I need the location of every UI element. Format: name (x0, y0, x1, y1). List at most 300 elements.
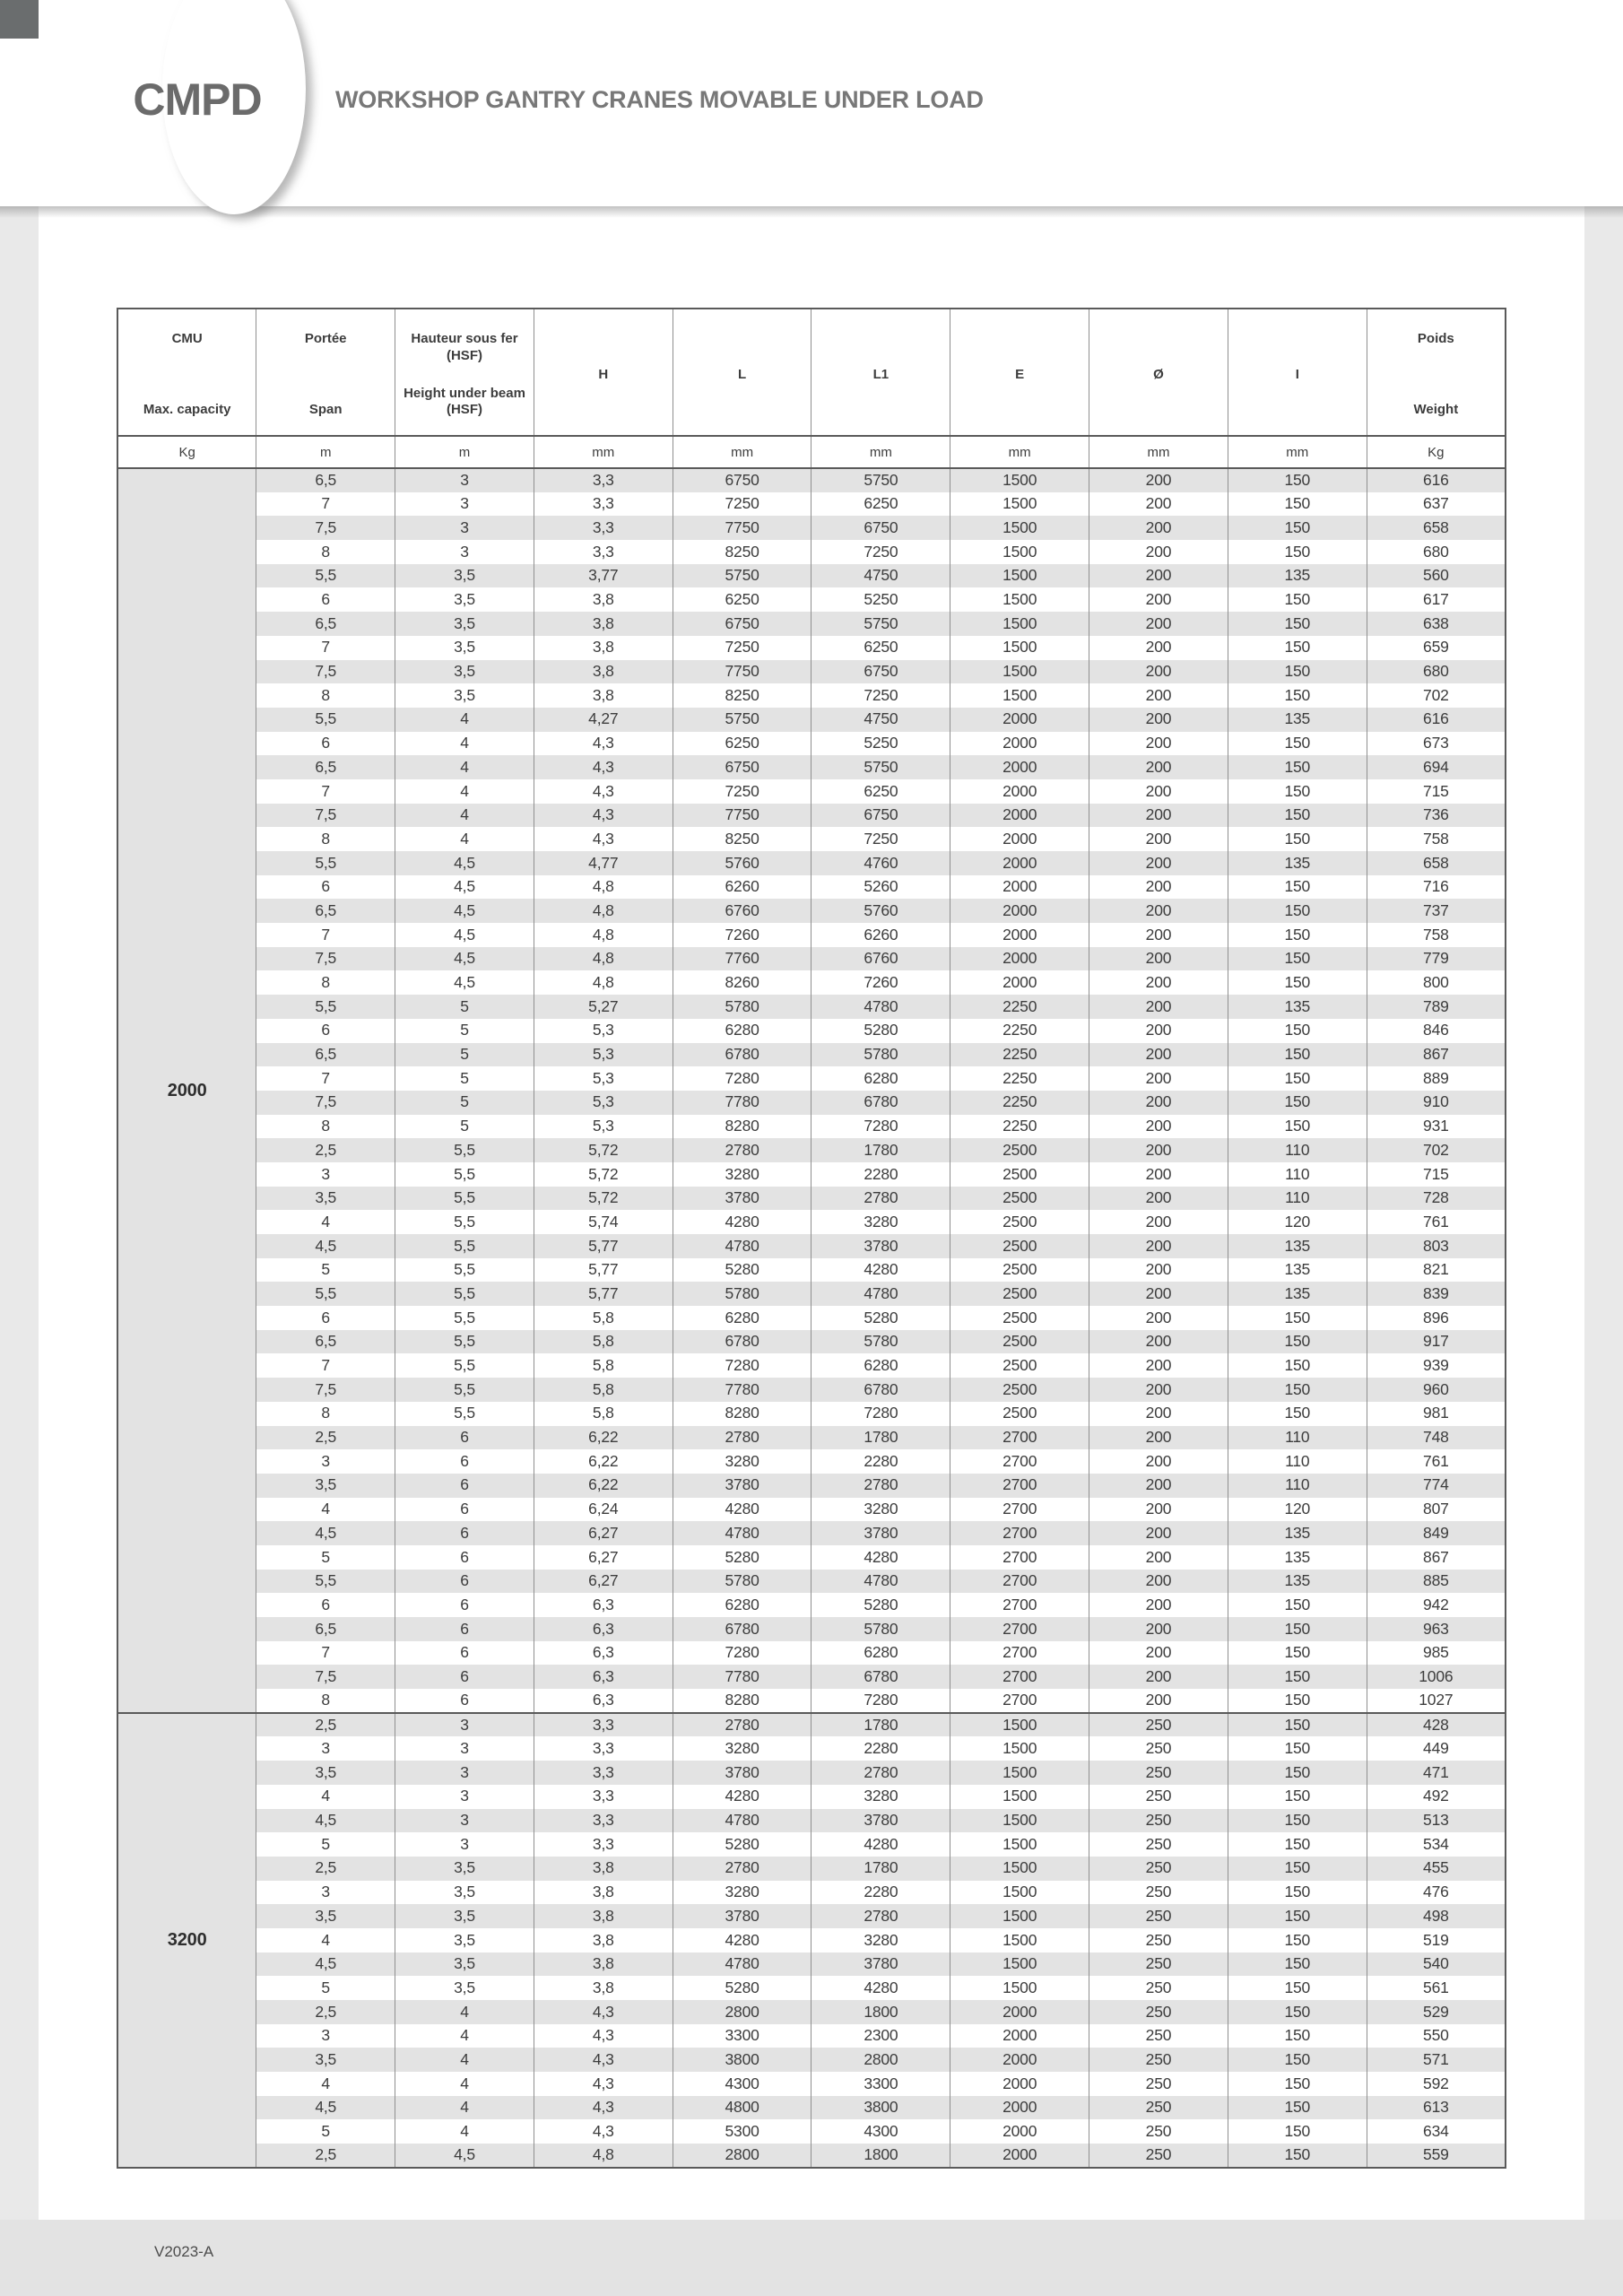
table-cell: 4 (395, 804, 534, 828)
table-cell: 4750 (812, 564, 950, 588)
table-cell: 6,24 (534, 1498, 673, 1522)
table-cell: 774 (1367, 1474, 1506, 1498)
capacity-group-label: 3200 (117, 1713, 256, 2168)
table-cell: 5,5 (256, 851, 395, 875)
table-cell: 4,5 (395, 899, 534, 923)
col-unit-span: m (256, 436, 395, 468)
table-cell: 250 (1089, 2024, 1228, 2048)
table-cell: 150 (1228, 1689, 1367, 1713)
table-cell: 931 (1367, 1115, 1506, 1139)
table-cell: 4780 (673, 1234, 812, 1258)
table-cell: 1800 (812, 2000, 950, 2024)
table-cell: 150 (1228, 468, 1367, 492)
table-row (117, 1665, 1506, 1689)
table-cell: 1500 (950, 587, 1089, 612)
table-cell: 761 (1367, 1210, 1506, 1234)
table-cell: 728 (1367, 1187, 1506, 1211)
table-cell: 2800 (812, 2048, 950, 2072)
table-cell: 200 (1089, 1162, 1228, 1187)
table-cell: 135 (1228, 708, 1367, 732)
table-cell: 6 (395, 1498, 534, 1522)
table-cell: 4 (395, 2048, 534, 2072)
table-cell: 3 (256, 1162, 395, 1187)
table-cell: 4,3 (534, 755, 673, 779)
table-cell: 6250 (673, 732, 812, 756)
table-cell: 200 (1089, 612, 1228, 636)
table-cell: 6780 (812, 1091, 950, 1115)
table-cell: 1500 (950, 516, 1089, 540)
table-row (117, 1019, 1506, 1043)
col-header-dia (1089, 309, 1228, 436)
table-cell: 7250 (673, 492, 812, 517)
table-cell: 6280 (812, 1641, 950, 1665)
table-cell: 1780 (812, 1138, 950, 1162)
table-cell: 5,8 (534, 1306, 673, 1330)
table-cell: 4280 (673, 1498, 812, 1522)
table-cell: 3280 (673, 1449, 812, 1474)
table-cell: 4 (395, 732, 534, 756)
col-label-fr: Portée (304, 331, 347, 346)
table-cell: 7,5 (256, 516, 395, 540)
table-cell: 150 (1228, 899, 1367, 923)
table-cell: 5750 (673, 708, 812, 732)
col-label-fr: E (1015, 366, 1025, 382)
table-cell: 3,8 (534, 587, 673, 612)
table-cell: 3780 (812, 1809, 950, 1833)
table-row (117, 1928, 1506, 1952)
table-cell: 110 (1228, 1187, 1367, 1211)
table-cell: 3 (395, 516, 534, 540)
table-cell: 8250 (673, 540, 812, 564)
table-cell: 4,3 (534, 2000, 673, 2024)
table-cell: 4,3 (534, 2119, 673, 2144)
table-cell: 150 (1228, 1115, 1367, 1139)
table-cell: 498 (1367, 1904, 1506, 1928)
table-cell: 200 (1089, 1258, 1228, 1283)
table-cell: 150 (1228, 1809, 1367, 1833)
table-cell: 2000 (950, 708, 1089, 732)
table-cell: 250 (1089, 2072, 1228, 2096)
table-cell: 3780 (812, 1952, 950, 1977)
table-cell: 5 (395, 1066, 534, 1091)
table-cell: 110 (1228, 1162, 1367, 1187)
table-row (117, 2048, 1506, 2072)
table-cell: 3,3 (534, 1713, 673, 1737)
table-row (117, 1258, 1506, 1283)
table-cell: 1500 (950, 492, 1089, 517)
table-cell: 4 (395, 2119, 534, 2144)
table-cell: 200 (1089, 1617, 1228, 1641)
table-cell: 2700 (950, 1521, 1089, 1545)
table-cell: 5,5 (256, 1570, 395, 1594)
table-cell: 758 (1367, 827, 1506, 851)
table-cell: 200 (1089, 1474, 1228, 1498)
table-cell: 200 (1089, 1570, 1228, 1594)
table-row (117, 1402, 1506, 1426)
table-cell: 6,22 (534, 1426, 673, 1450)
table-cell: 250 (1089, 2096, 1228, 2120)
table-cell: 4,5 (395, 923, 534, 947)
product-code: CMPD (133, 74, 262, 125)
table-cell: 5780 (812, 1617, 950, 1641)
header-row-units (117, 436, 1506, 468)
table-cell: 867 (1367, 1043, 1506, 1067)
table-row (117, 2000, 1506, 2024)
table-cell: 2500 (950, 1330, 1089, 1354)
col-header-cmu (117, 309, 256, 436)
table-cell: 2700 (950, 1641, 1089, 1665)
table-cell: 7,5 (256, 804, 395, 828)
table-cell: 5,5 (256, 564, 395, 588)
table-cell: 6 (256, 875, 395, 900)
table-cell: 5,5 (395, 1187, 534, 1211)
table-cell: 981 (1367, 1402, 1506, 1426)
table-cell: 638 (1367, 612, 1506, 636)
table-cell: 135 (1228, 564, 1367, 588)
table-cell: 7260 (812, 970, 950, 995)
table-cell: 5780 (673, 995, 812, 1019)
table-cell: 4,3 (534, 779, 673, 804)
table-row (117, 492, 1506, 517)
table-cell: 250 (1089, 1857, 1228, 1881)
table-cell: 110 (1228, 1138, 1367, 1162)
table-cell: 250 (1089, 1928, 1228, 1952)
table-cell: 4,5 (395, 851, 534, 875)
table-cell: 680 (1367, 540, 1506, 564)
table-cell: 3,5 (395, 1904, 534, 1928)
table-cell: 4 (256, 1785, 395, 1809)
table-cell: 135 (1228, 995, 1367, 1019)
table-row (117, 1066, 1506, 1091)
table-row (117, 540, 1506, 564)
table-cell: 7250 (673, 779, 812, 804)
table-cell: 150 (1228, 636, 1367, 660)
table-cell: 6,27 (534, 1570, 673, 1594)
table-cell: 4,8 (534, 2144, 673, 2168)
table-cell: 150 (1228, 779, 1367, 804)
table-cell: 2250 (950, 1066, 1089, 1091)
table-cell: 5,27 (534, 995, 673, 1019)
table-cell: 634 (1367, 2119, 1506, 2144)
table-cell: 2700 (950, 1570, 1089, 1594)
table-cell: 200 (1089, 636, 1228, 660)
table-cell: 637 (1367, 492, 1506, 517)
table-cell: 917 (1367, 1330, 1506, 1354)
capacity-group-label: 2000 (117, 468, 256, 1713)
table-cell: 8250 (673, 683, 812, 708)
table-cell: 200 (1089, 1234, 1228, 1258)
table-cell: 150 (1228, 2000, 1367, 2024)
table-row (117, 1857, 1506, 1881)
table-cell: 4760 (812, 851, 950, 875)
table-row (117, 708, 1506, 732)
table-cell: 6 (256, 587, 395, 612)
table-cell: 761 (1367, 1449, 1506, 1474)
table-cell: 200 (1089, 1187, 1228, 1211)
table-cell: 7750 (673, 660, 812, 684)
table-cell: 736 (1367, 804, 1506, 828)
table-cell: 3280 (812, 1928, 950, 1952)
table-row (117, 1091, 1506, 1115)
table-cell: 476 (1367, 1881, 1506, 1905)
table-row (117, 2072, 1506, 2096)
table-cell: 3 (395, 1736, 534, 1761)
col-unit-cmu: Kg (117, 436, 256, 468)
table-cell: 2280 (812, 1881, 950, 1905)
table-cell: 846 (1367, 1019, 1506, 1043)
table-cell: 150 (1228, 1378, 1367, 1402)
table-cell: 150 (1228, 827, 1367, 851)
table-cell: 2000 (950, 755, 1089, 779)
table-cell: 4780 (673, 1521, 812, 1545)
table-cell: 540 (1367, 1952, 1506, 1977)
table-cell: 2000 (950, 804, 1089, 828)
table-cell: 5,5 (395, 1330, 534, 1354)
table-cell: 2,5 (256, 2000, 395, 2024)
table-cell: 6760 (673, 899, 812, 923)
table-cell: 6,27 (534, 1521, 673, 1545)
table-cell: 673 (1367, 732, 1506, 756)
table-cell: 135 (1228, 851, 1367, 875)
table-cell: 5750 (812, 612, 950, 636)
table-cell: 4780 (812, 1570, 950, 1594)
table-cell: 200 (1089, 732, 1228, 756)
table-cell: 4 (256, 2072, 395, 2096)
table-cell: 3,77 (534, 564, 673, 588)
table-cell: 7250 (812, 683, 950, 708)
table-cell: 200 (1089, 804, 1228, 828)
table-cell: 3,8 (534, 636, 673, 660)
table-cell: 4,3 (534, 804, 673, 828)
table-cell: 715 (1367, 1162, 1506, 1187)
table-cell: 3280 (812, 1785, 950, 1809)
table-cell: 150 (1228, 1736, 1367, 1761)
table-row (117, 1210, 1506, 1234)
table-cell: 616 (1367, 708, 1506, 732)
table-cell: 6,22 (534, 1474, 673, 1498)
table-cell: 200 (1089, 947, 1228, 971)
table-cell: 4,5 (395, 2144, 534, 2168)
table-cell: 150 (1228, 755, 1367, 779)
table-cell: 3 (256, 1881, 395, 1905)
table-cell: 5,5 (256, 708, 395, 732)
table-cell: 5280 (812, 1019, 950, 1043)
table-cell: 4,5 (395, 875, 534, 900)
table-cell: 135 (1228, 1521, 1367, 1545)
col-header-hsf (395, 309, 534, 436)
table-cell: 471 (1367, 1761, 1506, 1785)
table-cell: 3 (256, 2024, 395, 2048)
table-cell: 4,3 (534, 827, 673, 851)
table-cell: 150 (1228, 1402, 1367, 1426)
table-cell: 4780 (812, 995, 950, 1019)
table-cell: 702 (1367, 683, 1506, 708)
table-cell: 5750 (812, 468, 950, 492)
table-cell: 7280 (812, 1115, 950, 1139)
table-cell: 150 (1228, 1976, 1367, 2000)
table-cell: 7780 (673, 1378, 812, 1402)
table-cell: 5 (256, 1832, 395, 1857)
table-cell: 2700 (950, 1545, 1089, 1570)
table-cell: 2800 (673, 2000, 812, 2024)
table-cell: 807 (1367, 1498, 1506, 1522)
table-cell: 2500 (950, 1162, 1089, 1187)
col-header-weight (1367, 309, 1506, 436)
table-cell: 4,5 (256, 1952, 395, 1977)
table-cell: 5250 (812, 587, 950, 612)
col-label-en: Height under beam (HSF) (404, 385, 525, 418)
table-cell: 200 (1089, 851, 1228, 875)
table-cell: 889 (1367, 1066, 1506, 1091)
table-cell: 5 (395, 1043, 534, 1067)
table-row (117, 1306, 1506, 1330)
table-row (117, 1138, 1506, 1162)
table-head (117, 309, 1506, 468)
table-cell: 680 (1367, 660, 1506, 684)
table-cell: 200 (1089, 1593, 1228, 1617)
table-cell: 3 (395, 468, 534, 492)
table-row (117, 1043, 1506, 1067)
table-cell: 896 (1367, 1306, 1506, 1330)
table-cell: 8 (256, 827, 395, 851)
table-cell: 150 (1228, 2119, 1367, 2144)
table-cell: 250 (1089, 1736, 1228, 1761)
table-cell: 658 (1367, 516, 1506, 540)
table-cell: 7260 (673, 923, 812, 947)
table-cell: 5,74 (534, 1210, 673, 1234)
table-cell: 2000 (950, 2119, 1089, 2144)
table-cell: 839 (1367, 1282, 1506, 1306)
table-cell: 5,3 (534, 1019, 673, 1043)
table-cell: 150 (1228, 947, 1367, 971)
table-row (117, 1809, 1506, 1833)
table-cell: 8 (256, 1689, 395, 1713)
table-cell: 613 (1367, 2096, 1506, 2120)
table-cell: 2,5 (256, 1857, 395, 1881)
table-cell: 2250 (950, 995, 1089, 1019)
table-cell: 6,3 (534, 1641, 673, 1665)
table-cell: 2000 (950, 732, 1089, 756)
table-cell: 4 (395, 779, 534, 804)
table-row (117, 1689, 1506, 1713)
table-cell: 5 (395, 1091, 534, 1115)
table-row (117, 970, 1506, 995)
table-cell: 2500 (950, 1353, 1089, 1378)
table-cell: 250 (1089, 1785, 1228, 1809)
table-cell: 1800 (812, 2144, 950, 2168)
table-cell: 2250 (950, 1043, 1089, 1067)
table-cell: 7750 (673, 804, 812, 828)
table-cell: 2700 (950, 1689, 1089, 1713)
table-cell: 3280 (673, 1736, 812, 1761)
table-cell: 3,8 (534, 683, 673, 708)
table-cell: 200 (1089, 540, 1228, 564)
table-cell: 659 (1367, 636, 1506, 660)
table-cell: 1780 (812, 1857, 950, 1881)
table-cell: 5,8 (534, 1378, 673, 1402)
table-cell: 3,5 (256, 1904, 395, 1928)
table-row (117, 851, 1506, 875)
table-cell: 200 (1089, 1330, 1228, 1354)
table-cell: 4,8 (534, 875, 673, 900)
table-cell: 6280 (673, 1593, 812, 1617)
table-cell: 3780 (673, 1904, 812, 1928)
table-cell: 3,8 (534, 1952, 673, 1977)
table-cell: 1500 (950, 1928, 1089, 1952)
table-cell: 561 (1367, 1976, 1506, 2000)
table-cell: 3,3 (534, 492, 673, 517)
table-cell: 4,8 (534, 923, 673, 947)
table-row (117, 2024, 1506, 2048)
col-header-e (950, 309, 1089, 436)
table-cell: 1500 (950, 1713, 1089, 1737)
table-cell: 534 (1367, 1832, 1506, 1857)
table-cell: 1500 (950, 1809, 1089, 1833)
table-cell: 2500 (950, 1378, 1089, 1402)
table-cell: 3,5 (395, 1928, 534, 1952)
table-cell: 2280 (812, 1162, 950, 1187)
table-cell: 910 (1367, 1091, 1506, 1115)
table-cell: 2280 (812, 1449, 950, 1474)
table-cell: 617 (1367, 587, 1506, 612)
table-cell: 200 (1089, 468, 1228, 492)
table-cell: 135 (1228, 1570, 1367, 1594)
col-label-en: Max. capacity (143, 402, 231, 418)
table-cell: 5280 (673, 1976, 812, 2000)
table-cell: 5280 (673, 1832, 812, 1857)
table-cell: 2000 (950, 923, 1089, 947)
table-cell: 4800 (673, 2096, 812, 2120)
table-cell: 867 (1367, 1545, 1506, 1570)
table-cell: 3300 (673, 2024, 812, 2048)
table-cell: 5,3 (534, 1115, 673, 1139)
table-cell: 5750 (812, 755, 950, 779)
table-cell: 6,5 (256, 612, 395, 636)
table-cell: 200 (1089, 1449, 1228, 1474)
table-cell: 5,8 (534, 1402, 673, 1426)
table-cell: 200 (1089, 1066, 1228, 1091)
table-cell: 6 (395, 1665, 534, 1689)
col-label-fr: CMU (171, 331, 203, 346)
table-cell: 150 (1228, 1832, 1367, 1857)
table-cell: 939 (1367, 1353, 1506, 1378)
table-cell: 963 (1367, 1617, 1506, 1641)
table-cell: 3,5 (395, 1881, 534, 1905)
table-cell: 2780 (673, 1426, 812, 1450)
table-cell: 3,3 (534, 1809, 673, 1833)
table-cell: 5,72 (534, 1138, 673, 1162)
table-cell: 200 (1089, 683, 1228, 708)
table-cell: 885 (1367, 1570, 1506, 1594)
table-cell: 2500 (950, 1402, 1089, 1426)
table-cell: 3,3 (534, 468, 673, 492)
table-cell: 1500 (950, 468, 1089, 492)
table-cell: 3 (256, 1736, 395, 1761)
table-cell: 3,5 (395, 564, 534, 588)
col-unit-weight: Kg (1367, 436, 1506, 468)
table-cell: 4780 (673, 1952, 812, 1977)
table-cell: 2500 (950, 1258, 1089, 1283)
table-cell: 1500 (950, 1761, 1089, 1785)
table-cell: 6 (395, 1521, 534, 1545)
table-cell: 250 (1089, 2048, 1228, 2072)
table-cell: 150 (1228, 492, 1367, 517)
table-cell: 2700 (950, 1426, 1089, 1450)
table-cell: 8280 (673, 1689, 812, 1713)
table-cell: 4 (395, 827, 534, 851)
table-cell: 6,27 (534, 1545, 673, 1570)
table-cell: 4,3 (534, 2024, 673, 2048)
